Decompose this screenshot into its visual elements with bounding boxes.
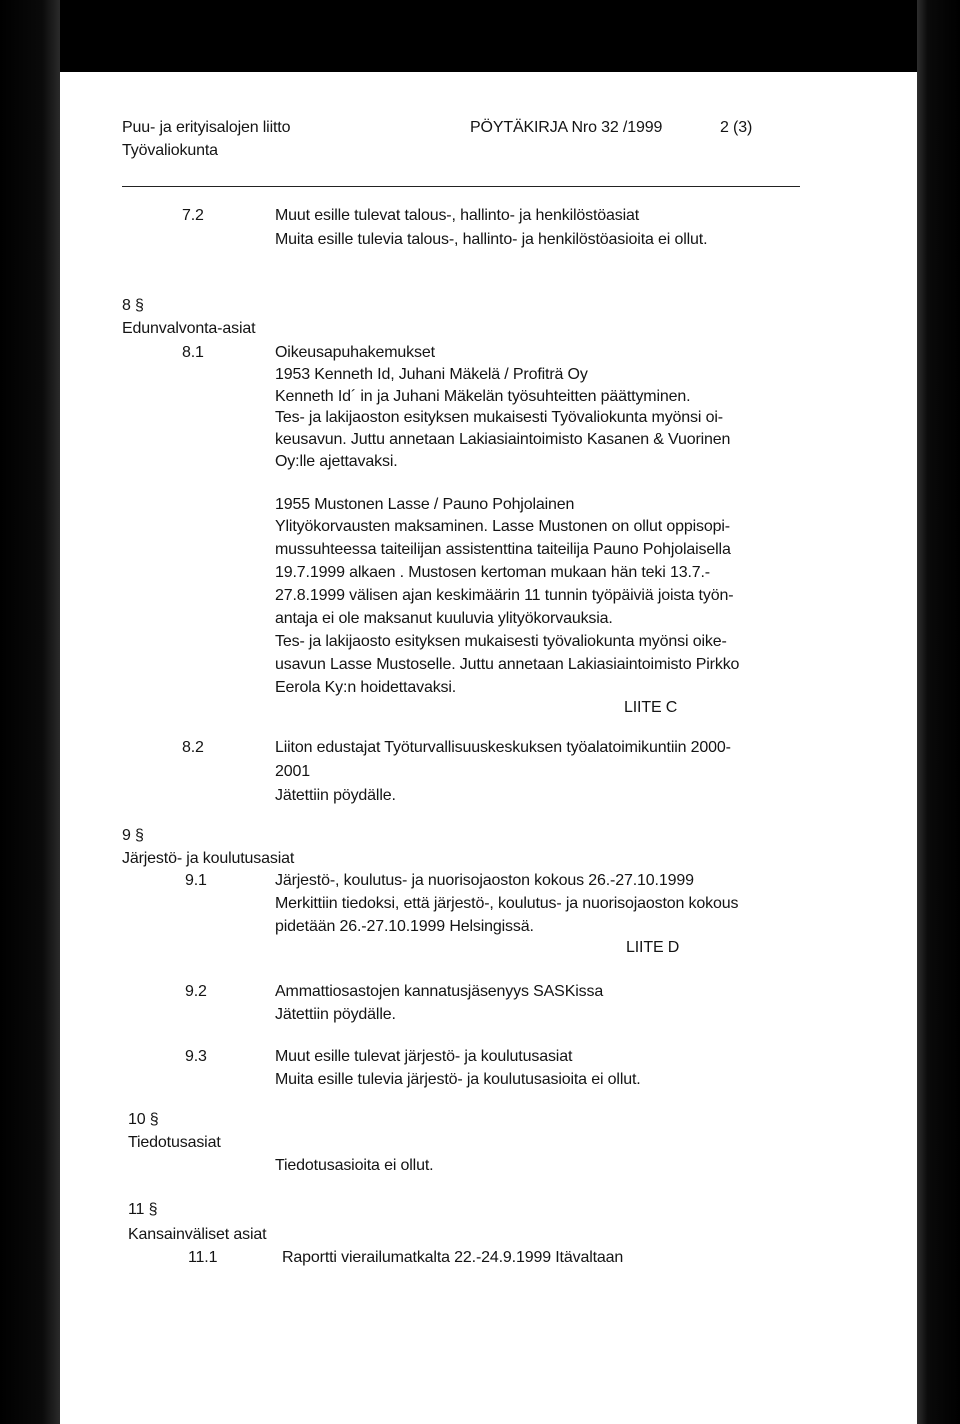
item-text: Jätettiin pöydälle. (275, 1006, 396, 1023)
section-title: Järjestö- ja koulutusasiat (122, 850, 295, 867)
item-text: Merkittiin tiedoksi, että järjestö-, koulutus- ja nuorisojaoston kokous (275, 895, 739, 912)
item-title: Oikeusapuhakemukset (275, 344, 435, 361)
case-line: Tes- ja lakijaosto esityksen mukaisesti työvaliokunta myönsi oike- (275, 633, 727, 650)
item-number: 11.1 (188, 1249, 218, 1266)
section-mark: 11 § (128, 1201, 158, 1218)
case-line: Ylityökorvausten maksaminen. Lasse Mustonen on ollut oppisopi- (275, 518, 730, 535)
item-text: Tiedotusasioita ei ollut. (275, 1157, 434, 1174)
section-title: Kansainväliset asiat (128, 1226, 267, 1243)
case-line: 1955 Mustonen Lasse / Pauno Pohjolainen (275, 496, 575, 513)
organization-name: Puu- ja erityisalojen liitto (122, 119, 291, 136)
attachment-label: LIITE D (626, 939, 680, 956)
item-text: Muita esille tulevia järjestö- ja koulutusasioita ei ollut. (275, 1071, 641, 1088)
page-number: 2 (3) (720, 119, 753, 136)
case-line: Kenneth Id´ in ja Juhani Mäkelän työsuhteitten päättyminen. (275, 388, 691, 405)
section-title: Tiedotusasiat (128, 1134, 221, 1151)
item-number: 9.3 (185, 1048, 207, 1065)
item-title: Liiton edustajat Työturvallisuuskeskuksen työalatoimikuntiin 2000- (275, 739, 731, 756)
case-line: 19.7.1999 alkaen . Mustosen kertoman mukaan hän teki 13.7.- (275, 564, 710, 581)
section-mark: 8 § (122, 297, 144, 314)
case-line: antaja ei ole maksanut kuuluvia ylityökorvauksia. (275, 610, 613, 627)
section-mark: 9 § (122, 827, 144, 844)
item-title: Muut esille tulevat talous-, hallinto- ja henkilöstöasiat (275, 207, 640, 224)
case-line: mussuhteessa taiteilijan assistenttina taiteilija Pauno Pohjolaisella (275, 541, 731, 558)
section-mark: 10 § (128, 1111, 159, 1128)
item-number: 8.2 (182, 739, 204, 756)
header-divider (122, 186, 800, 187)
item-text: Jätettiin pöydälle. (275, 787, 396, 804)
case-line: Eerola Ky:n hoidettavaksi. (275, 679, 457, 696)
case-line: usavun Lasse Mustoselle. Juttu annetaan Lakiasiaintoimisto Pirkko (275, 656, 740, 673)
case-line: 27.8.1999 välisen ajan keskimäärin 11 tunnin työpäiviä joista työn- (275, 587, 734, 604)
item-number: 9.2 (185, 983, 207, 1000)
item-text: Muita esille tulevia talous-, hallinto- ja henkilöstöasioita ei ollut. (275, 231, 708, 248)
case-line: 1953 Kenneth Id, Juhani Mäkelä / Profiträ Oy (275, 366, 588, 383)
section-title: Edunvalvonta-asiat (122, 320, 256, 337)
item-text: 2001 (275, 763, 310, 780)
item-title: Raportti vierailumatkalta 22.-24.9.1999 Itävaltaan (282, 1249, 624, 1266)
scan-border-right (917, 0, 960, 1424)
item-number: 8.1 (182, 344, 204, 361)
item-title: Järjestö-, koulutus- ja nuorisojaoston kokous 26.-27.10.1999 (275, 872, 694, 889)
item-number: 9.1 (185, 872, 207, 889)
scan-border-top (0, 0, 960, 72)
document-title: PÖYTÄKIRJA Nro 32 /1999 (470, 119, 663, 136)
item-title: Ammattiosastojen kannatusjäsenyys SASKissa (275, 983, 604, 1000)
item-number: 7.2 (182, 207, 204, 224)
case-line: Oy:lle ajettavaksi. (275, 453, 398, 470)
case-line: Tes- ja lakijaoston esityksen mukaisesti Työvaliokunta myönsi oi- (275, 409, 723, 426)
attachment-label: LIITE C (624, 699, 678, 716)
scan-border-left (0, 0, 60, 1424)
case-line: keusavun. Juttu annetaan Lakiasiaintoimisto Kasanen & Vuorinen (275, 431, 731, 448)
committee-name: Työvaliokunta (122, 142, 218, 159)
item-text: pidetään 26.-27.10.1999 Helsingissä. (275, 918, 534, 935)
item-title: Muut esille tulevat järjestö- ja koulutusasiat (275, 1048, 573, 1065)
